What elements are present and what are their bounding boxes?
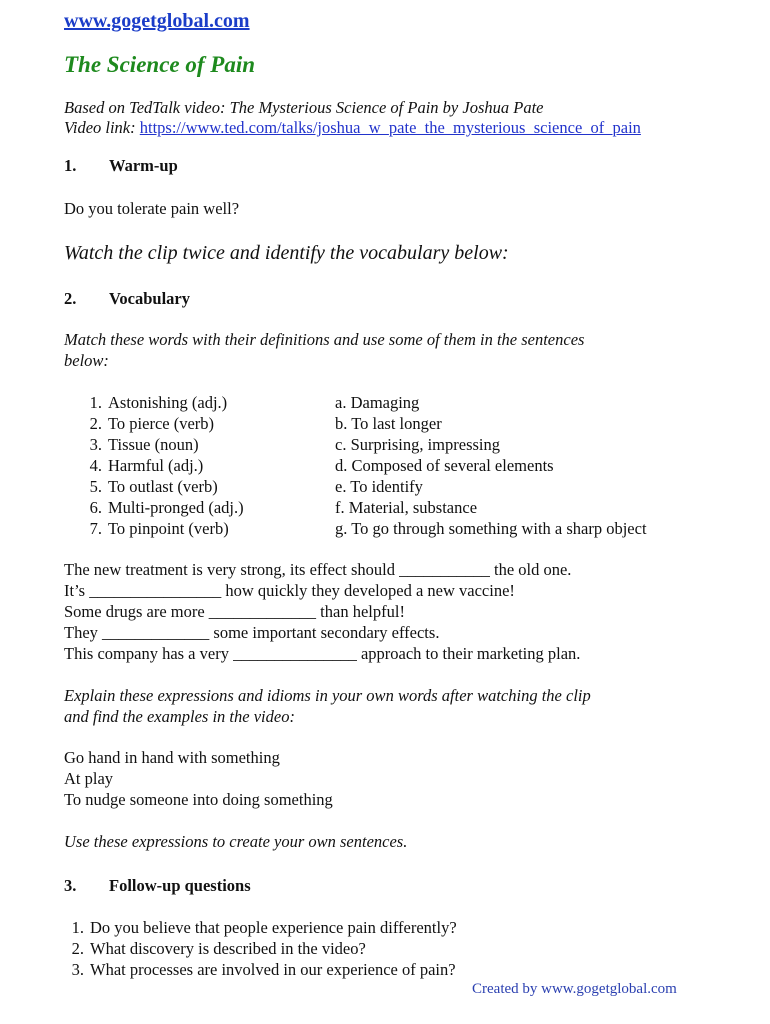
explain-instruction-line: Explain these expressions and idioms in your own words after watching the clip <box>64 686 591 705</box>
expression-item: To nudge someone into doing something <box>64 790 333 809</box>
warmup-question: Do you tolerate pain well? <box>64 199 240 218</box>
word-item <box>78 456 244 477</box>
page-title: The Science of Pain <box>64 52 255 77</box>
expression-item: At play <box>64 769 114 788</box>
question-number: 1. <box>71 918 84 937</box>
definition-item: f. Material, substance <box>335 498 478 517</box>
word-text: To pinpoint (verb) <box>108 519 229 538</box>
question-item <box>62 939 457 960</box>
definition-item: c. Surprising, impressing <box>335 435 500 454</box>
video-link[interactable]: https://www.ted.com/talks/joshua_w_pate_the_mysterious_science_of_pain <box>139 118 641 137</box>
definition-item: g. To go through something with a sharp object <box>335 519 647 538</box>
match-instruction-line: Match these words with their definitions and use some of them in the sentences <box>64 330 585 349</box>
word-number: 5. <box>89 477 102 496</box>
question-text: What discovery is described in the video? <box>90 939 366 958</box>
fill-in-sentence: Some drugs are more _____________ than helpful! <box>64 602 405 621</box>
word-text: Multi-pronged (adj.) <box>108 498 244 517</box>
word-number: 1. <box>89 393 102 412</box>
definition-item: d. Composed of several elements <box>335 456 554 475</box>
source-line: Based on TedTalk video: The Mysterious Science of Pain by Joshua Pate <box>64 98 544 117</box>
question-item <box>62 960 457 981</box>
definition-item: b. To last longer <box>335 414 442 433</box>
section-heading-vocabulary <box>64 289 190 309</box>
expression-list <box>64 748 333 811</box>
question-text: What processes are involved in our experience of pain? <box>90 960 456 979</box>
fill-in-sentence: The new treatment is very strong, its effect should ___________ the old one. <box>64 560 572 579</box>
word-number: 7. <box>89 519 102 538</box>
question-item <box>62 918 457 939</box>
footer-credit: Created by www.gogetglobal.com <box>472 981 677 997</box>
fill-in-sentence: They _____________ some important secondary effects. <box>64 623 440 642</box>
video-link-label: Video link: <box>64 118 140 137</box>
word-item <box>78 519 244 540</box>
section-heading-followup <box>64 876 251 896</box>
word-list <box>78 393 244 540</box>
question-list <box>62 918 457 981</box>
question-text: Do you believe that people experience pain differently? <box>90 918 457 937</box>
word-text: Harmful (adj.) <box>108 456 204 475</box>
question-number: 2. <box>71 939 84 958</box>
word-text: To outlast (verb) <box>108 477 218 496</box>
word-item <box>78 435 244 456</box>
word-text: Astonishing (adj.) <box>108 393 228 412</box>
site-link[interactable]: www.gogetglobal.com <box>64 10 250 32</box>
word-number: 3. <box>89 435 102 454</box>
word-text: To pierce (verb) <box>108 414 215 433</box>
fill-in-sentence: It’s ________________ how quickly they developed a new vaccine! <box>64 581 515 600</box>
explain-instruction-line: and find the examples in the video: <box>64 707 295 726</box>
match-instruction-line: below: <box>64 351 109 370</box>
section-title: Warm-up <box>109 156 178 175</box>
section-number: 1. <box>64 156 77 175</box>
use-expressions-instruction: Use these expressions to create your own sentences. <box>64 832 408 851</box>
word-item <box>78 477 244 498</box>
section-title: Follow-up questions <box>109 876 251 895</box>
question-number: 3. <box>71 960 84 979</box>
watch-instruction: Watch the clip twice and identify the vocabulary below: <box>64 242 509 264</box>
section-number: 2. <box>64 289 77 308</box>
section-number: 3. <box>64 876 77 895</box>
word-number: 2. <box>89 414 102 433</box>
definition-item: a. Damaging <box>335 393 420 412</box>
fill-in-sentence: This company has a very _______________ approach to their marketing plan. <box>64 644 581 663</box>
video-link-line <box>64 118 641 138</box>
word-number: 4. <box>89 456 102 475</box>
section-heading-warmup <box>64 156 178 176</box>
definition-list <box>335 393 647 540</box>
word-item <box>78 498 244 519</box>
word-text: Tissue (noun) <box>108 435 199 454</box>
definition-item: e. To identify <box>335 477 423 496</box>
word-item <box>78 414 244 435</box>
section-title: Vocabulary <box>109 289 190 308</box>
word-item <box>78 393 244 414</box>
word-number: 6. <box>89 498 102 517</box>
fill-in-sentences <box>64 560 580 665</box>
expression-item: Go hand in hand with something <box>64 748 280 767</box>
